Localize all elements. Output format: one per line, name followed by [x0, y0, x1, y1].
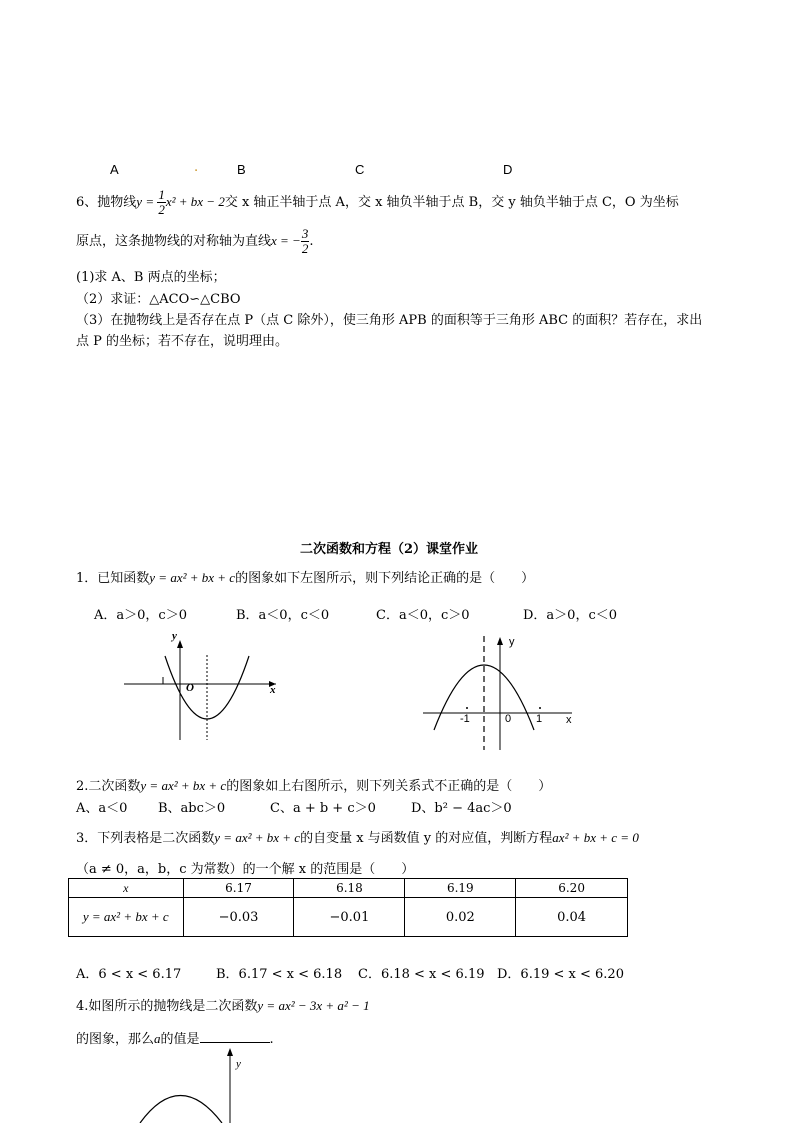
graph-left-origin-label: O: [186, 682, 194, 694]
dot-mark: .: [194, 160, 199, 175]
fraction-three-halves: $\frac{3}{2}$: [301, 226, 309, 256]
graph-right-y-label: y: [509, 636, 515, 648]
q1-option-a: A．a＞0，c＞0: [94, 608, 187, 623]
table-cell: −0.03: [183, 898, 294, 937]
graph-right-label-neg1: -1: [460, 713, 470, 725]
q6-part3-line1: （3）在抛物线上是否存在点 P（点 C 除外），使三角形 APB 的面积等于三角形 ABC 的面积？若存在，求出: [76, 313, 703, 328]
q2-option-b: B、abc＞0: [158, 801, 226, 816]
choice-label-a: A: [110, 162, 119, 177]
q6-part3-line2: 点 P 的坐标；若不存在，说明理由。: [76, 334, 289, 349]
q1-option-d: D．a＞0，c＜0: [523, 608, 617, 623]
q6-part2: （2）求证：△ACO∽△CBO: [76, 292, 241, 307]
graph-left-y-label: y: [172, 630, 177, 642]
table-cell: 0.02: [405, 898, 516, 937]
q1-option-b: B．a＜0，c＜0: [236, 608, 330, 623]
q3-option-c: C．6.18 < x < 6.19: [358, 967, 485, 982]
q3-stem-line1: 3．下列表格是二次函数y = ax² + bx + c的自变量 x 与函数值 y 的对应值，判断方程ax² + bx + c = 0: [76, 830, 639, 846]
q4-line2: 的图象，那么a的值是 .: [76, 1031, 274, 1047]
q3-option-a: A．6 < x < 6.17: [76, 967, 182, 982]
q6-line1: 6、抛物线y = $\frac{1}{2}$ x² + bx − 2交 x 轴正半轴于点 A，交 x 轴负半轴于点 B，交 y 轴负半轴于点 C，O 为坐标: [76, 187, 679, 217]
q3-option-b: B．6.17 < x < 6.18: [216, 967, 343, 982]
graph-q4-y-arrow: [227, 1048, 233, 1056]
q2-option-c: C、a + b + c＞0: [270, 801, 376, 816]
table-cell: −0.01: [294, 898, 405, 937]
q2-stem: 2.二次函数y = ax² + bx + c的图象如上右图所示，则下列关系式不正确的是（ ）: [76, 778, 552, 794]
choice-label-d: D: [503, 162, 513, 177]
table-cell: 6.19: [405, 879, 516, 898]
graph-right-label-0: 0: [505, 713, 512, 725]
q4-stem: 4.如图所示的抛物线是二次函数y = ax² − 3x + a² − 1: [76, 998, 370, 1014]
q3-option-d: D．6.19 < x < 6.20: [497, 967, 624, 982]
q2-option-a: A、a＜0: [76, 801, 128, 816]
table-cell: x: [69, 879, 184, 898]
choice-label-c: C: [355, 162, 365, 177]
q6-part1: (1)求 A、B 两点的坐标；: [76, 270, 226, 285]
graph-right-x-label: x: [566, 714, 572, 726]
table-cell: y = ax² + bx + c: [69, 898, 184, 937]
choice-label-b: B: [237, 162, 246, 177]
graph-left-x-label: x: [270, 684, 276, 696]
table-cell: 6.17: [183, 879, 294, 898]
table-cell: 6.18: [294, 879, 405, 898]
q1-option-c: C．a＜0，c＞0: [376, 608, 470, 623]
graph-q4-parabola: [140, 1096, 222, 1123]
section-title: 二次函数和方程（2）课堂作业: [300, 542, 479, 557]
table-cell: 6.20: [516, 879, 628, 898]
graph-right-label-1: 1: [536, 713, 543, 725]
table-cell: 0.04: [516, 898, 628, 937]
q6-line2: 原点，这条抛物线的对称轴为直线x = − $\frac{3}{2}$ .: [76, 226, 314, 256]
q1-stem: 1．已知函数y = ax² + bx + c的图象如下左图所示，则下列结论正确的是（ ）: [76, 570, 535, 586]
q3-stem-line2: （a ≠ 0，a，b，c 为常数）的一个解 x 的范围是（ ）: [76, 862, 415, 877]
fraction-half: $\frac{1}{2}$: [158, 187, 165, 217]
q2-option-d: D、b² − 4ac＞0: [411, 801, 512, 816]
graph-q4-y-label: y: [236, 1058, 241, 1070]
